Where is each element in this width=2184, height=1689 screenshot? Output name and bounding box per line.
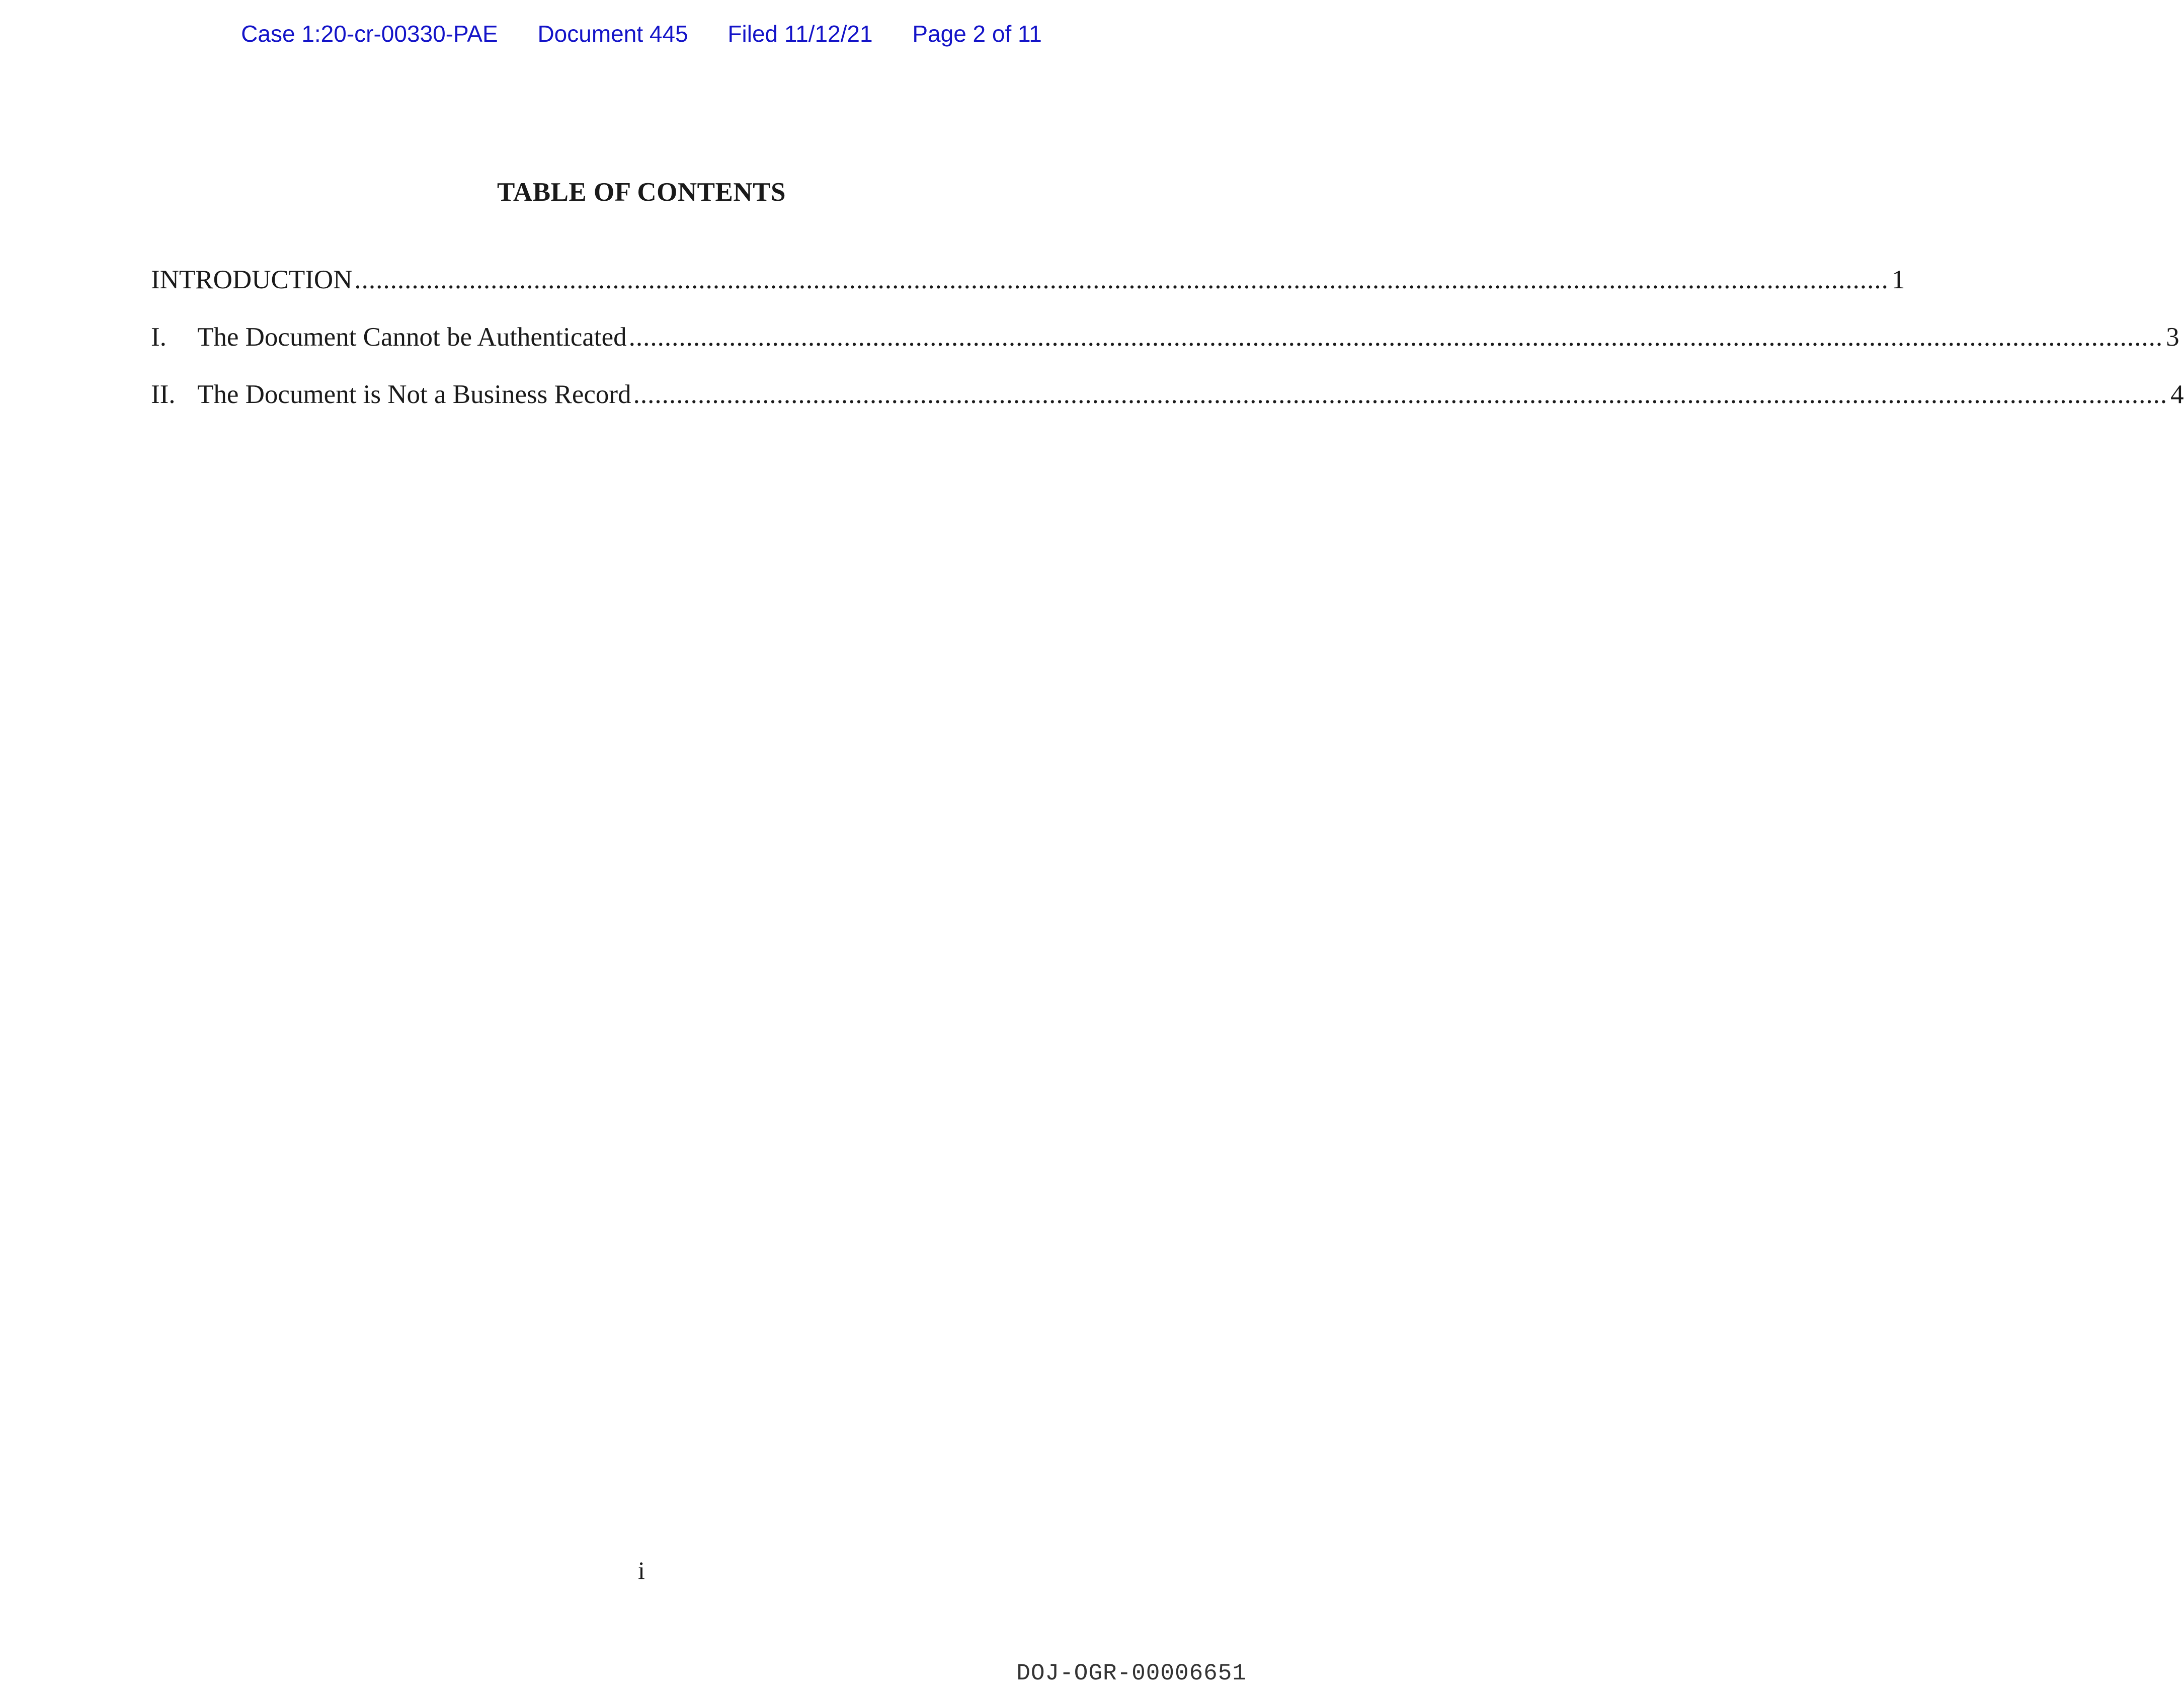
page-count: Page 2 of 11 (912, 21, 1042, 47)
case-number: Case 1:20-cr-00330-PAE (241, 21, 498, 47)
toc-entry-text: The Document is Not a Business Record (197, 380, 631, 409)
toc-entry-page: 1 (1891, 265, 1905, 294)
toc-entry-page: 4 (2170, 380, 2184, 409)
toc-entry-number: II. (151, 380, 176, 409)
filed-date: Filed 11/12/21 (727, 21, 873, 47)
document-number: Document 445 (537, 21, 688, 47)
bates-number: DOJ-OGR-00006651 (1016, 1660, 1247, 1686)
toc-entry-text: The Document Cannot be Authenticated (197, 323, 627, 352)
toc-dot-leader: ...................................................................................................................................................................................................................... (354, 265, 1889, 294)
toc-entry-page: 3 (2166, 323, 2179, 352)
toc-entry-text: INTRODUCTION (151, 265, 353, 294)
toc-entry-number: I. (151, 323, 167, 352)
toc-entry-business-record[interactable] (151, 379, 2184, 413)
ecf-filing-header (0, 20, 1283, 47)
page-number: i (638, 1556, 645, 1584)
toc-entry-authentication[interactable] (151, 322, 2179, 355)
toc-dot-leader: ...................................................................................................................................................................................................................... (633, 380, 2168, 409)
toc-dot-leader: ...................................................................................................................................................................................................................... (628, 323, 2163, 352)
toc-title: TABLE OF CONTENTS (497, 178, 786, 207)
toc-entry-introduction[interactable] (151, 265, 1905, 298)
